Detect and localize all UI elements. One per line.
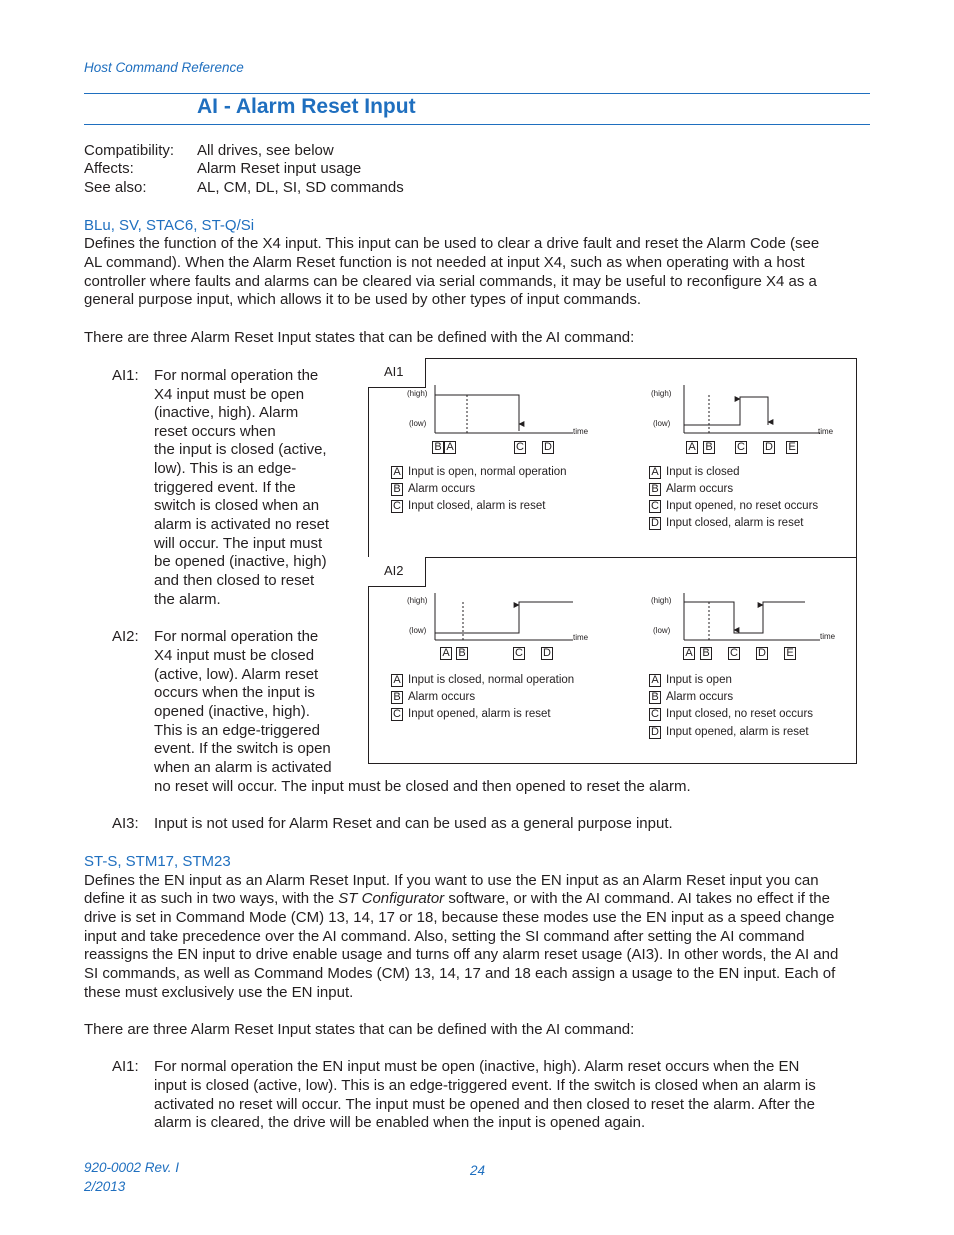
- marker-letter: B: [432, 441, 444, 454]
- legend-item: D Input closed, alarm is reset: [649, 515, 803, 532]
- legend-item: D Input opened, alarm is reset: [649, 724, 809, 741]
- marker-letter: D: [763, 441, 775, 454]
- axis-label-time: time: [573, 633, 589, 642]
- body-line: reassigns the EN input to drive enable usage and turns off any alarm reset usage (AI3). In other words, the AI and: [84, 946, 839, 963]
- waveform: [435, 395, 519, 431]
- state-text: For normal operation the: [154, 628, 319, 645]
- legend-item: C Input closed, no reset occurs: [649, 706, 813, 723]
- legend-item: A Input is open: [649, 672, 732, 689]
- meta-label: Compatibility:: [84, 142, 175, 159]
- state-text: Input is not used for Alarm Reset and can be used as a general purpose input.: [154, 815, 673, 832]
- body-line: Defines the EN input as an Alarm Reset Input. If you want to use the EN input as an Alarm Reset input you can: [84, 872, 819, 889]
- legend-item: C Input opened, no reset occurs: [649, 498, 818, 515]
- axis-label-high: (high): [407, 596, 428, 605]
- marker-letter: C: [735, 441, 747, 454]
- waveform: [684, 397, 768, 425]
- axis-label-low: (low): [409, 419, 427, 428]
- state-text: X4 input must be open: [154, 386, 305, 403]
- marker-letter: A: [683, 647, 695, 660]
- legend-item: C Input opened, alarm is reset: [391, 706, 551, 723]
- state-text: event. If the switch is open: [154, 740, 331, 757]
- section-heading: ST-S, STM17, STM23: [84, 853, 231, 870]
- state-text: the input is closed (active,: [154, 441, 327, 458]
- state-text: occurs when the input is: [154, 684, 315, 701]
- legend-item: C Input closed, alarm is reset: [391, 498, 545, 515]
- diagram-tab-ai1: AI1: [368, 358, 426, 388]
- marker-letter: C: [728, 647, 740, 660]
- state-text: alarm is activated no reset: [154, 516, 330, 533]
- state-label-ai1: AI1:: [112, 367, 139, 384]
- diagram-tab-ai2: AI2: [368, 557, 426, 587]
- state-text: switch is closed when an: [154, 497, 320, 514]
- axis-label-low: (low): [653, 626, 671, 635]
- marker-letter: B: [456, 647, 468, 660]
- state-text: the alarm.: [154, 591, 221, 608]
- legend-item: B Alarm occurs: [649, 481, 733, 498]
- legend-item: B Alarm occurs: [649, 689, 733, 706]
- body-line: controller where faults and alarms can be cleared via serial commands, it may be useful to reconfigure X4 as a: [84, 273, 817, 290]
- meta-value: AL, CM, DL, SI, SD commands: [197, 179, 404, 196]
- legend-item: A Input is closed: [649, 464, 740, 481]
- state-label-ai3: AI3:: [112, 815, 139, 832]
- marker-letter: E: [784, 647, 796, 660]
- marker-letter: B: [700, 647, 712, 660]
- title-rule-bottom: [84, 124, 870, 125]
- state-text: when an alarm is activated: [154, 759, 332, 776]
- axis-label-time: time: [820, 632, 836, 641]
- body-line: There are three Alarm Reset Input states that can be defined with the AI command:: [84, 329, 635, 346]
- meta-label: Affects:: [84, 160, 134, 177]
- body-line: these must exclusively use the EN input.: [84, 984, 354, 1001]
- legend-item: B Alarm occurs: [391, 689, 475, 706]
- state-text: This is an edge-triggered: [154, 722, 320, 739]
- meta-value: All drives, see below: [197, 142, 334, 159]
- state-text: (active, low). Alarm reset: [154, 666, 319, 683]
- meta-value: Alarm Reset input usage: [197, 160, 362, 177]
- doc-date: 2/2013: [84, 1179, 126, 1194]
- state-text: no reset will occur. The input must be closed and then opened to reset the alarm.: [154, 778, 691, 795]
- state-text: will occur. The input must: [154, 535, 323, 552]
- state-text: reset occurs when: [154, 423, 276, 440]
- marker-letter: D: [756, 647, 768, 660]
- page-number: 24: [470, 1163, 486, 1178]
- waveform: [435, 602, 573, 633]
- state-text: and then closed to reset: [154, 572, 315, 589]
- title-rule-top: [84, 93, 870, 94]
- state-label-ai1: AI1:: [112, 1058, 139, 1075]
- marker-letter: C: [514, 441, 526, 454]
- waveform: [684, 602, 805, 633]
- meta-label: See also:: [84, 179, 147, 196]
- product-name: ST Configurator: [338, 890, 445, 907]
- state-text: For normal operation the EN input must be open (inactive, high). Alarm reset occurs when the EN: [154, 1058, 800, 1075]
- axis-label-time: time: [818, 427, 834, 436]
- marker-letter: A: [686, 441, 698, 454]
- marker-letter: C: [513, 647, 525, 660]
- body-line: define it as such in two ways, with the ST Configurator software, or with the AI command. AI takes no effect if the: [84, 890, 830, 907]
- state-text: alarm is cleared, the drive will be enabled when the input is opened again.: [154, 1114, 646, 1131]
- state-text: activated no reset will occur. The input must be opened and then closed to reset the alarm. After the: [154, 1096, 815, 1113]
- marker-letter: A: [444, 441, 456, 454]
- body-line: drive is set in Command Mode (CM) 13, 14, 17 or 18, because these modes use the EN input as a speed change: [84, 909, 835, 926]
- state-text: (inactive, high). Alarm: [154, 404, 299, 421]
- marker-letter: A: [440, 647, 452, 660]
- body-line: Defines the function of the X4 input. This input can be used to clear a drive fault and reset the Alarm Code (see: [84, 235, 820, 252]
- running-header: Host Command Reference: [84, 60, 244, 75]
- state-text: low). This is an edge-: [154, 460, 297, 477]
- body-line: SI commands, as well as Command Modes (CM) 13, 14, 17 and 18 each assign a usage to the EN input. Each of: [84, 965, 836, 982]
- axis-label-high: (high): [407, 389, 428, 398]
- legend-item: B Alarm occurs: [391, 481, 475, 498]
- section-heading: BLu, SV, STAC6, ST-Q/Si: [84, 217, 255, 234]
- axis-label-high: (high): [651, 389, 672, 398]
- state-text: triggered event. If the: [154, 479, 296, 496]
- body-line: input and take precedence over the AI command. Also, setting the SI command after setting the AI command: [84, 928, 805, 945]
- axis-label-low: (low): [409, 626, 427, 635]
- body-line: AL command). When the Alarm Reset function is not needed at input X4, such as when operating with a host: [84, 254, 805, 271]
- axis-label-time: time: [573, 427, 589, 436]
- marker-letter: D: [541, 647, 553, 660]
- state-text: X4 input must be closed: [154, 647, 315, 664]
- axis-label-high: (high): [651, 596, 672, 605]
- body-line: There are three Alarm Reset Input states that can be defined with the AI command:: [84, 1021, 635, 1038]
- legend-item: A Input is open, normal operation: [391, 464, 567, 481]
- marker-letter: B: [703, 441, 715, 454]
- marker-letter: E: [786, 441, 798, 454]
- state-text: opened (inactive, high).: [154, 703, 310, 720]
- state-text: be opened (inactive, high): [154, 553, 327, 570]
- axis-label-low: (low): [653, 419, 671, 428]
- legend-item: A Input is closed, normal operation: [391, 672, 574, 689]
- state-text: For normal operation the: [154, 367, 319, 384]
- marker-letter: D: [542, 441, 554, 454]
- state-text: input is closed (active, low). This is an edge-triggered event. If the switch is closed when an alarm is: [154, 1077, 816, 1094]
- body-line: general purpose input, which allows it to be used by other types of input commands.: [84, 291, 641, 308]
- page-title: AI - Alarm Reset Input: [197, 95, 416, 118]
- state-label-ai2: AI2:: [112, 628, 139, 645]
- doc-number: 920-0002 Rev. I: [84, 1160, 180, 1175]
